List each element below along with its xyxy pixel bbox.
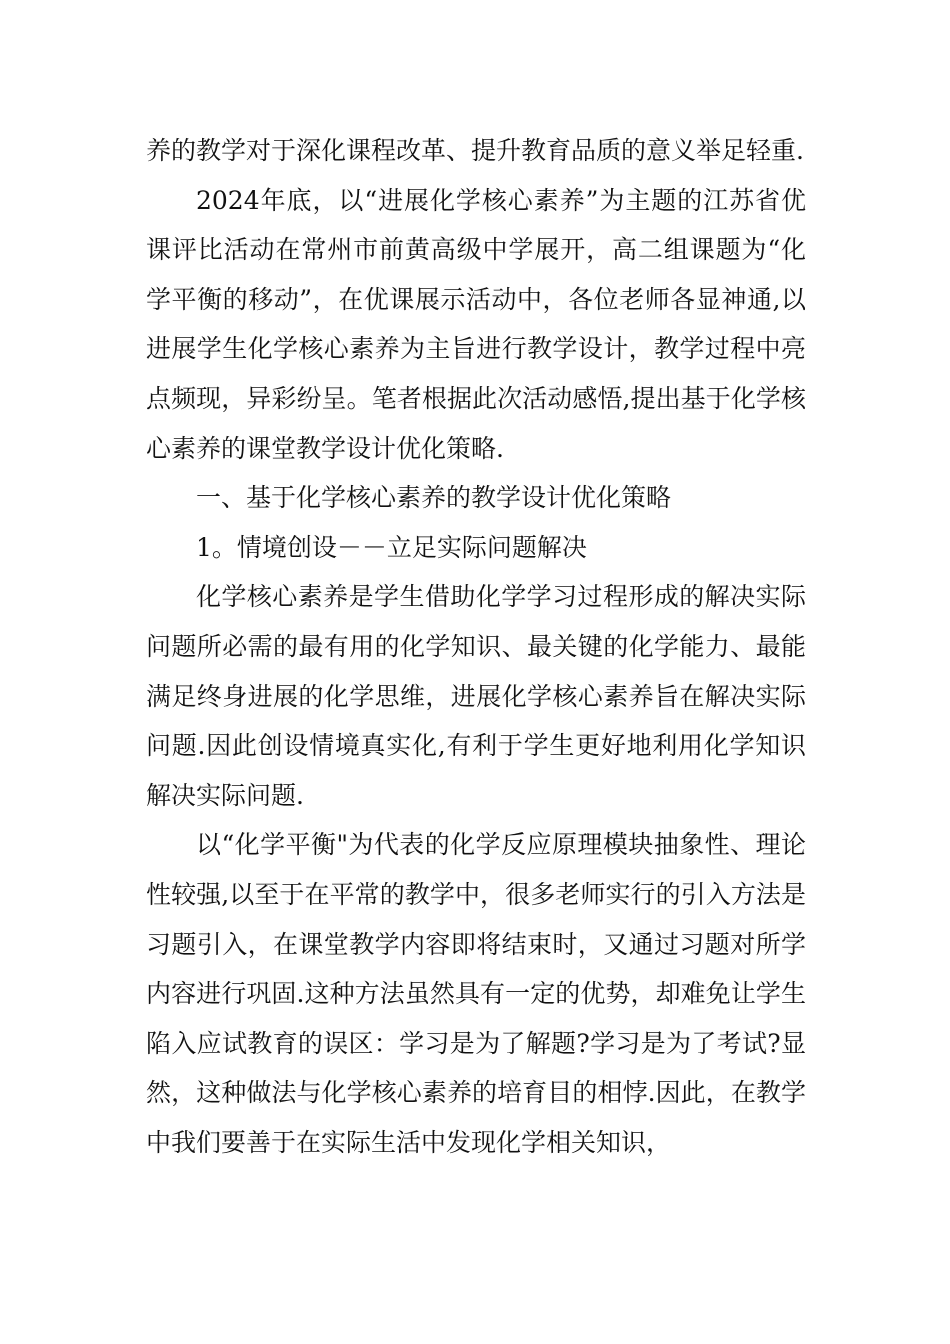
subsection-heading: 1。情境创设－－立足实际问题解决 <box>196 532 587 562</box>
paragraph-core-literacy: 化学核心素养是学生借助化学学习过程形成的解决实际问题所必需的最有用的化学知识、最关键的化学能力、最能满足终身进展的化学思维，进展化学核心素养旨在解决实际问题.因此创设情境真实化,有利于学生更好地利用化学知识解决实际问题. <box>146 582 806 810</box>
paragraph-continuation: 养的教学对于深化课程改革、提升教育品质的意义举足轻重. <box>146 136 804 165</box>
section-heading: 一、基于化学核心素养的教学设计优化策略 <box>196 483 672 513</box>
paragraph-event-intro: 2024年底，以“进展化学核心素养”为主题的江苏省优课评比活动在常州市前黄高级中学展开，高二组课题为“化学平衡的移动”，在优课展示活动中，各位老师各显神通,以进展学生化学核心素养为主旨进行教学设计，教学过程中亮点频现，异彩纷呈。笔者根据此次活动感悟,提出基于化学核心素养的课堂教学设计优化策略. <box>146 185 806 463</box>
document-body <box>146 126 806 1167</box>
paragraph-chemical-equilibrium: 以“化学平衡"为代表的化学反应原理模块抽象性、理论性较强,以至于在平常的教学中，很多老师实行的引入方法是习题引入，在课堂教学内容即将结束时，又通过习题对所学内容进行巩固.这种方法虽然具有一定的优势，却难免让学生陷入应试教育的误区：学习是为了解题?学习是为了考试?显然，这种做法与化学核心素养的培育目的相悖.因此，在教学中我们要善于在实际生活中发现化学相关知识， <box>146 830 806 1157</box>
